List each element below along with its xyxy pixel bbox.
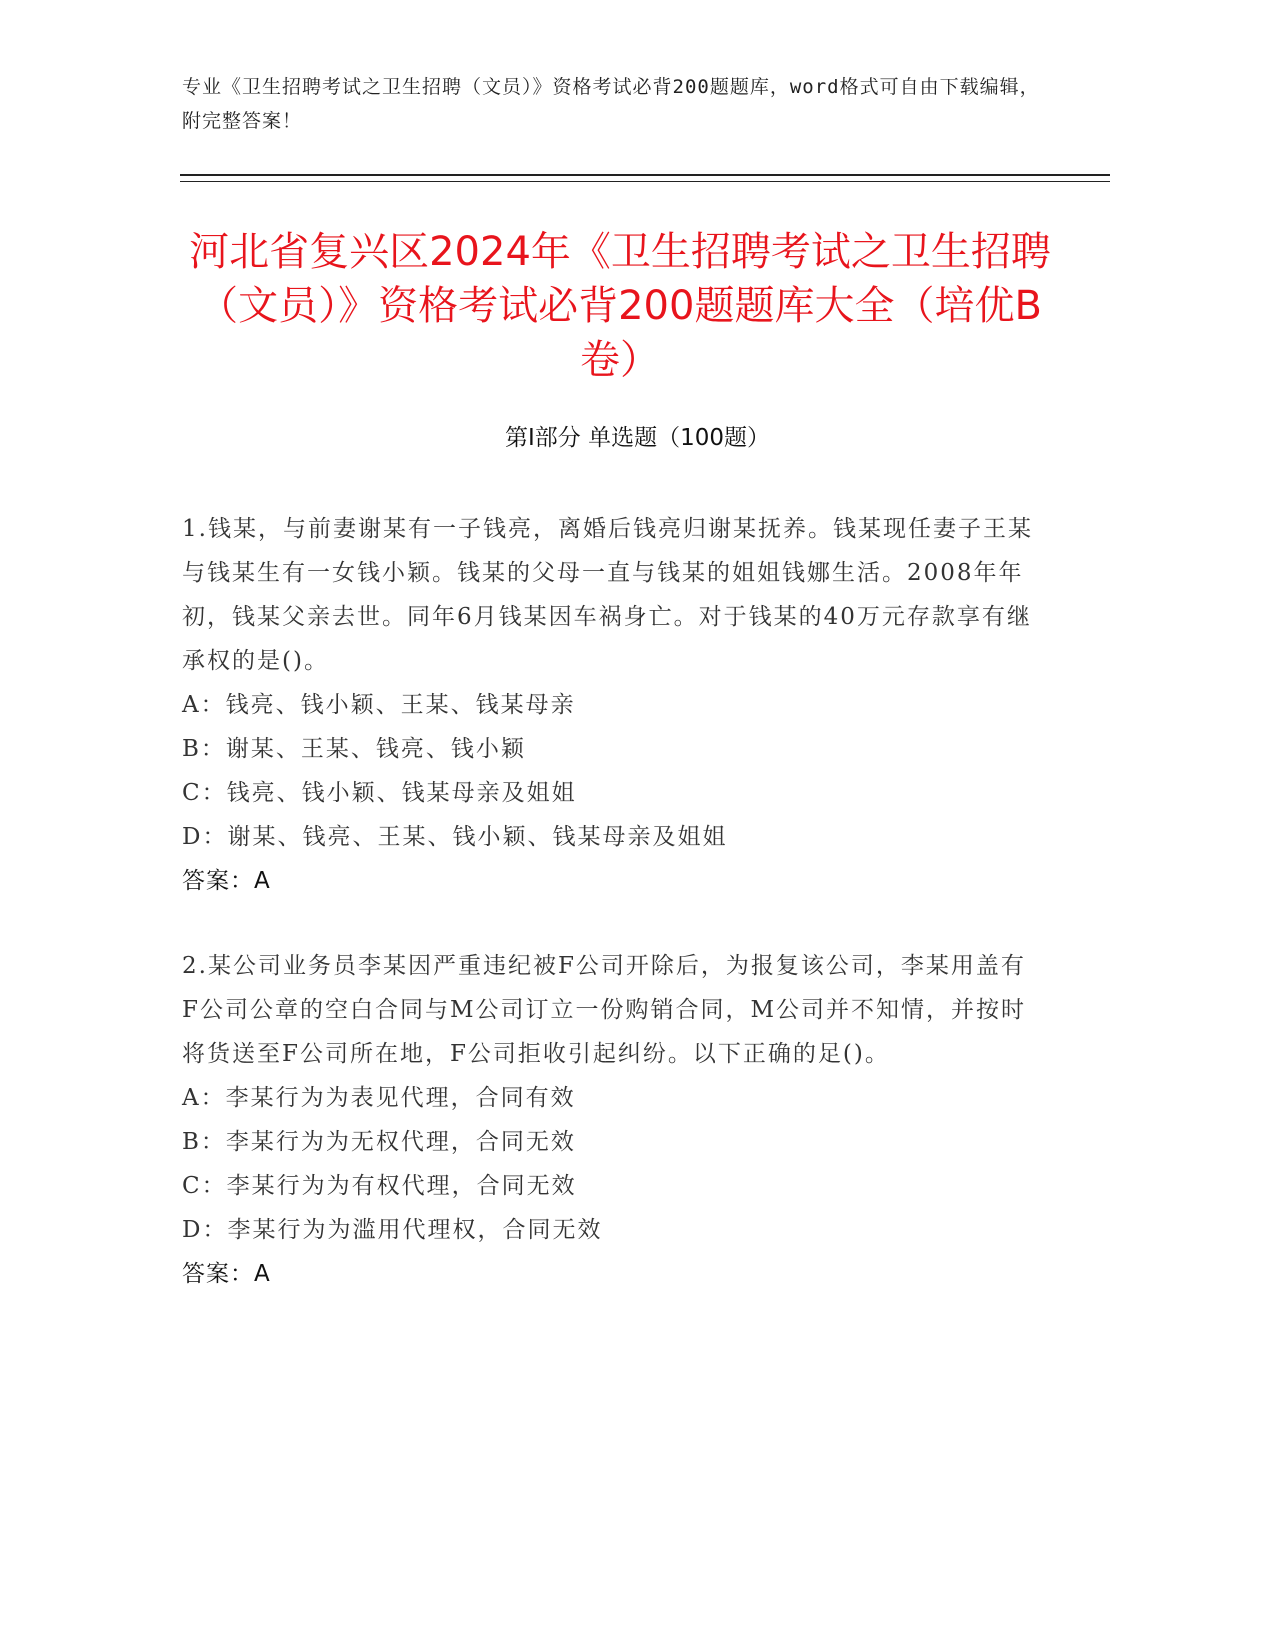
answer-line: 答案：A xyxy=(182,868,271,894)
option-a: A：李某行为为表见代理，合同有效 xyxy=(182,1085,576,1111)
option-b: B：李某行为为无权代理，合同无效 xyxy=(182,1129,576,1155)
question-stem: 2.某公司业务员李某因严重违纪被F公司开除后，为报复该公司，李某用盖有F公司公章的空白合同与M公司订立一份购销合同，M公司并不知情，并按时将货送至F公司所在地，F公司拒收引起纠纷。以下正确的足()。 xyxy=(182,953,1027,1067)
section-title: 第Ⅰ部分 单选题（100题） xyxy=(505,425,770,451)
header-divider-thick xyxy=(180,174,1110,176)
option-a: A：钱亮、钱小颖、王某、钱某母亲 xyxy=(182,692,576,718)
option-d: D：谢某、钱亮、王某、钱小颖、钱某母亲及姐姐 xyxy=(182,824,728,850)
option-d: D：李某行为为滥用代理权，合同无效 xyxy=(182,1217,603,1243)
document-title: 河北省复兴区2024年《卫生招聘考试之卫生招聘（文员）》资格考试必背200题题库大全（培优B卷） xyxy=(189,229,1051,383)
question-stem: 1.钱某，与前妻谢某有一子钱亮，离婚后钱亮归谢某抚养。钱某现任妻子王某与钱某生有一女钱小颖。钱某的父母一直与钱某的姐姐钱娜生活。2008年年初，钱某父亲去世。同年6月钱某因车祸身亡。对于钱某的40万元存款享有继承权的是()。 xyxy=(182,516,1033,674)
header-note: 专业《卫生招聘考试之卫生招聘（文员）》资格考试必背200题题库，word格式可自由下载编辑，附完整答案！ xyxy=(182,76,1040,132)
option-c: C：钱亮、钱小颖、钱某母亲及姐姐 xyxy=(182,780,577,806)
question-1 xyxy=(182,507,1042,903)
option-c: C：李某行为为有权代理，合同无效 xyxy=(182,1173,577,1199)
answer-line: 答案：A xyxy=(182,1261,271,1287)
option-b: B：谢某、王某、钱亮、钱小颖 xyxy=(182,736,526,762)
header-divider-thin xyxy=(180,181,1110,182)
question-2 xyxy=(182,944,1042,1296)
